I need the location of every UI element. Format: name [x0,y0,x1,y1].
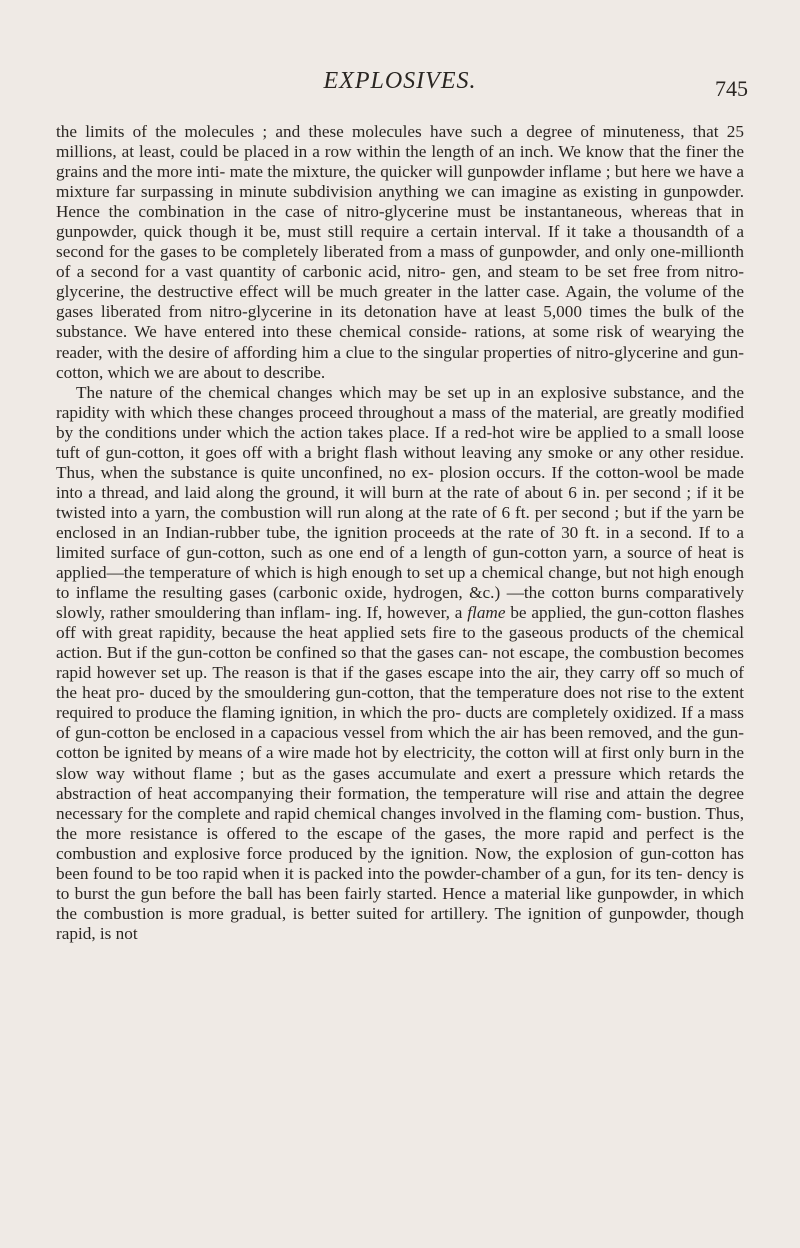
running-head: EXPLOSIVES. [323,68,477,94]
page-number: 745 [715,76,748,101]
paragraph-2-text-a: The nature of the chemical changes which may be set up in an explosive substance, and the rapidity with which these changes proceed throughout a mass of the material, are greatly modified by the conditions under which the action takes place. If a red-hot wire be applied to a small loose tuft of gun-cotton, it goes off with a bright flash without leaving any smoke or any other residue. Thus, when the substance is quite unconfined, no ex- plosion occurs. If the cotton-wool be made into a thread, and laid along the ground, it will burn at the rate of about 6 in. per second ; if it be twisted into a yarn, the combustion will run along at the rate of 6 ft. per second ; but if the yarn be enclosed in an Indian-rubber tube, the ignition proceeds at the rate of 30 ft. in a second. If to a limited surface of gun-cotton, such as one end of a length of gun-cotton yarn, a source of heat is applied—the temperature of which is high enough to set up a chemical change, but not high enough to inflame the resulting gases (carbonic oxide, hydrogen, &c.) —the cotton burns comparatively slowly, rather smouldering than inflam- ing. If, however, a [56,382,744,623]
italic-word-flame: flame [467,603,506,623]
paragraph-1: the limits of the molecules ; and these molecules have such a degree of minuteness, that 25 millions, at least, could be placed in a row within the length of an inch. We know that the finer the grains and the more inti- mate the mixture, the quicker will gunpowder inflame ; but here we have a mixture far surpassing in minute subdivision anything we can imagine as existing in gunpowder. Hence the combination in the case of nitro-glycerine must be instantaneous, whereas that in gunpowder, quick though it be, must still require a certain interval. If it take a thousandth of a second for the gases to be completely liberated from a mass of gunpowder, and only one-millionth of a second for a vast quantity of carbonic acid, nitro- gen, and steam to be set free from nitro-glycerine, the destructive effect will be much greater in the latter case. Again, the volume of the gases liberated from nitro-glycerine in its detonation have at least 5,000 times the bulk of the substance. We have entered into these chemical conside- rations, at some risk of wearying the reader, with the desire of affording him a clue to the singular properties of nitro-glycerine and gun-cotton, which we are about to describe. [56,122,744,382]
body-text [56,122,744,944]
paragraph-2 [56,383,744,944]
paragraph-2-text-b: be applied, the gun-cotton flashes off with great rapidity, because the heat applied sets fire to the gaseous products of the chemical action. But if the gun-cotton be confined so that the gases can- not escape, the combustion becomes rapid however set up. The reason is that if the gases escape into the air, they carry off so much of the heat pro- duced by the smouldering gun-cotton, that the temperature does not rise to the extent required to produce the flaming ignition, in which the pro- ducts are completely oxidized. If a mass of gun-cotton be enclosed in a capacious vessel from which the air has been removed, and the gun-cotton be ignited by means of a wire made hot by electricity, the cotton will at first only burn in the slow way without flame ; but as the gases accumulate and exert a pressure which retards the abstraction of heat accompanying their formation, the temperature will rise and attain the degree necessary for the complete and rapid chemical changes involved in the flaming com- bustion. Thus, the more resistance is offered to the escape of the gases, the more rapid and perfect is the combustion and explosive force produced by the ignition. Now, the explosion of gun-cotton has been found to be too rapid when it is packed into the powder-chamber of a gun, for its ten- dency is to burst the gun before the ball has been fairly started. Hence a material like gunpowder, in which the combustion is more gradual, is better suited for artillery. The ignition of gunpowder, though rapid, is not [56,603,745,943]
